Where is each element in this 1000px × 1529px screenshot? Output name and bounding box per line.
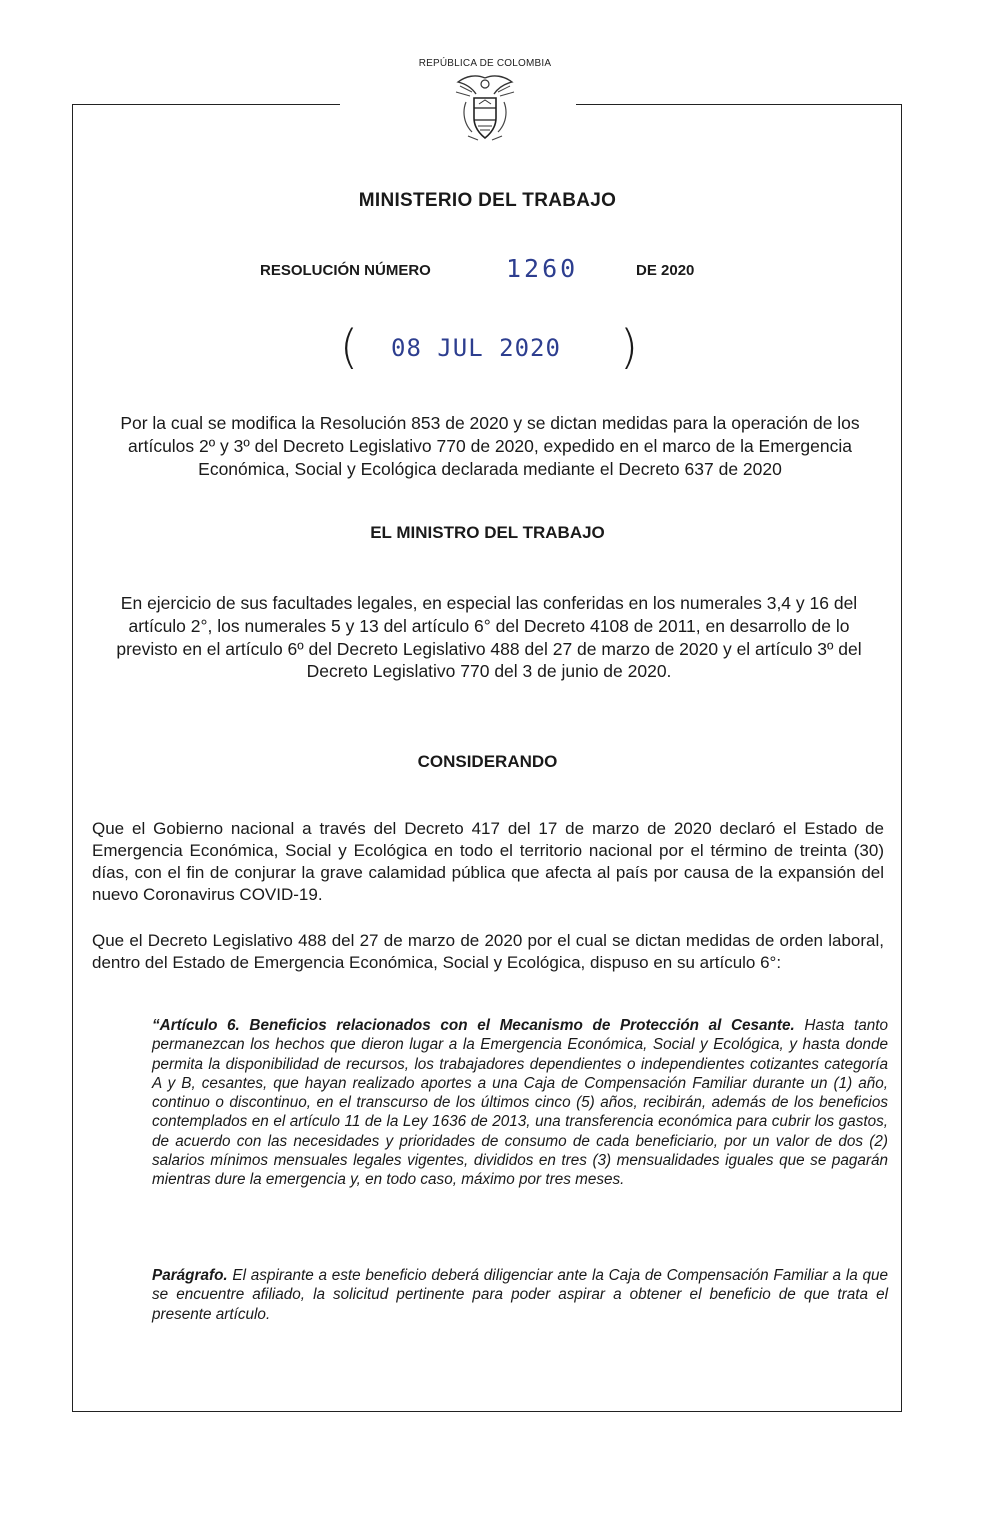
- considering-paragraph: Que el Gobierno nacional a través del Decreto 417 del 17 de marzo de 2020 declaró el Estado de Emergencia Económica, Social y Ecológica en todo el territorio nacional por el término de treinta (30) días, con el fin de conjurar la grave calamidad pública que afecta al país por causa de la expansión del nuevo Coronavirus COVID-19.: [92, 819, 884, 905]
- resolution-number-stamp: 1260: [506, 254, 579, 283]
- quoted-article-heading: “Artículo 6. Beneficios relacionados con el Mecanismo de Protección al Cesante.: [152, 1017, 795, 1034]
- quoted-article: [152, 1016, 888, 1189]
- country-header: REPÚBLICA DE COLOMBIA: [418, 58, 552, 69]
- date-stamp: 08 JUL 2020: [391, 334, 561, 362]
- close-parenthesis: ): [620, 320, 638, 374]
- quoted-paragraph: [152, 1266, 888, 1324]
- quoted-paragraph-heading: Parágrafo.: [152, 1267, 228, 1284]
- ministry-title: MINISTERIO DEL TRABAJO: [358, 190, 617, 211]
- resolution-number-row: [0, 254, 1000, 284]
- resolution-date-row: [0, 320, 1000, 380]
- resolution-label: RESOLUCIÓN NÚMERO: [260, 262, 431, 279]
- resolution-summary: Por la cual se modifica la Resolución 853 de 2020 y se dictan medidas para la operación de los artículos 2º y 3º del Decreto Legislativo 770 de 2020, expedido en el marco de la Emergencia Económica, Social y Ecológica declarada mediante el Decreto 637 de 2020: [120, 413, 860, 479]
- open-parenthesis: (: [340, 320, 358, 374]
- legal-faculties-paragraph: En ejercicio de sus facultades legales, en especial las conferidas en los numerales 3,4 y 16 del artículo 2°, los numerales 5 y 13 del artículo 6° del Decreto 4108 de 2011, en desarrollo de lo previsto en el artículo 6º del Decreto Legislativo 488 del 27 de marzo de 2020 y el artículo 3º del Decreto Legislativo 770 del 3 de junio de 2020.: [116, 593, 862, 682]
- minister-title: EL MINISTRO DEL TRABAJO: [370, 523, 605, 542]
- quoted-paragraph-body: El aspirante a este beneficio deberá diligenciar ante la Caja de Compensación Familiar a la que se encuentre afiliado, la solicitud pertinente para poder aspirar a obtener el beneficio de que trata el presente artículo.: [152, 1267, 888, 1323]
- considering-paragraph: Que el Decreto Legislativo 488 del 27 de marzo de 2020 por el cual se dictan medidas de orden laboral, dentro del Estado de Emergencia Económica, Social y Ecológica, dispuso en su artículo 6°:: [92, 931, 884, 973]
- resolution-year: DE 2020: [636, 262, 695, 279]
- quoted-article-body: Hasta tanto permanezcan los hechos que dieron lugar a la Emergencia Económica, Social y Ecológica, y hasta donde permita la disponibilidad de recursos, los trabajadores dependientes o independientes cotizantes categoría A y B, cesantes, que hayan realizado aportes a una Caja de Compensación Familiar durante un (1) año, continuo o discontinuo, en el transcurso de los últimos cinco (5) años, recibirán, además de los beneficios contemplados en el artículo 11 de la Ley 1636 de 2013, una transferencia económica para cubrir los gastos, de acuerdo con las necesidades y prioridades de consumo de cada beneficiario, por un valor de dos (2) salarios mínimos mensuales legales vigentes, divididos en tres (3) mensualidades iguales que se pagarán mientras dure la emergencia y, en todo caso, máximo por tres meses.: [152, 1017, 888, 1189]
- considering-heading: CONSIDERANDO: [417, 752, 558, 771]
- coat-of-arms-icon: [452, 72, 518, 144]
